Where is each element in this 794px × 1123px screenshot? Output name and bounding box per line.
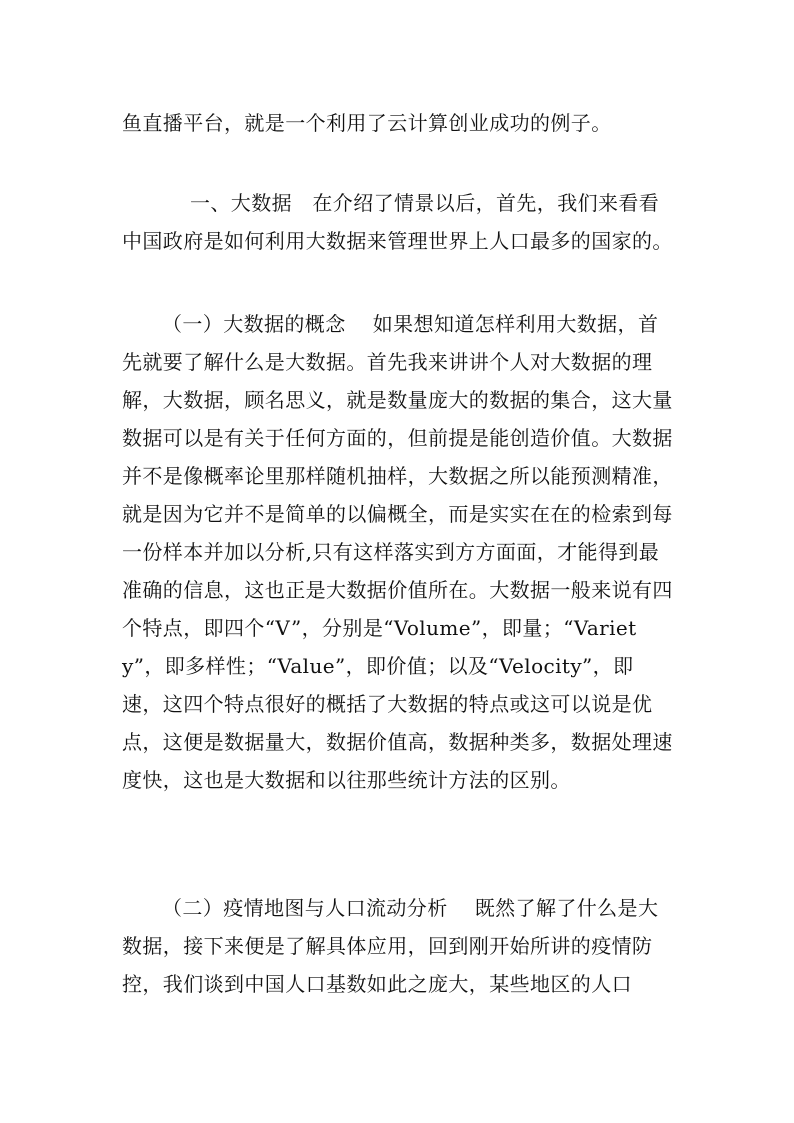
paragraph-intro-continuation: 鱼直播平台，就是一个利用了云计算创业成功的例子。 xyxy=(122,111,612,135)
paragraph-big-data-concept: （一）大数据的概念 如果想知道怎样利用大数据，首先就要了解什么是大数据。首先我来讲讲个人对大数据的理解，大数据，顾名思义，就是数量庞大的数据的集合，这大量数据可以是有关于任何方面的，但前提是能创造价值。大数据并不是像概率论里那样随机抽样，大数据之所以能预测精准，就是因为它并不是简单的以偏概全，而是实实在在的检索到每一份样本并加以分析,只有这样落实到方方面面，才能得到最准确的信息，这也正是大数据价值所在。大数据一般来说有四个特点，即四个“V”，分别是“Volume”，即量；“Variety”，即多样性；“Value”，即价值；以及“Velocity”，即速，这四个特点很好的概括了大数据的特点或这可以说是优点，这便是数据量大，数据价值高，数据种类多，数据处理速度快，这也是大数据和以往那些统计方法的区别。 xyxy=(122,312,673,792)
paragraph-epidemic-map: （二）疫情地图与人口流动分析 既然了解了什么是大数据，接下来便是了解具体应用，回到刚开始所讲的疫情防控，我们谈到中国人口基数如此之庞大，某些地区的人口 xyxy=(122,896,659,996)
paragraph-section-big-data: 一、大数据 在介绍了情景以后，首先，我们来看看中国政府是如何利用大数据来管理世界上人口最多的国家的。 xyxy=(122,191,673,253)
